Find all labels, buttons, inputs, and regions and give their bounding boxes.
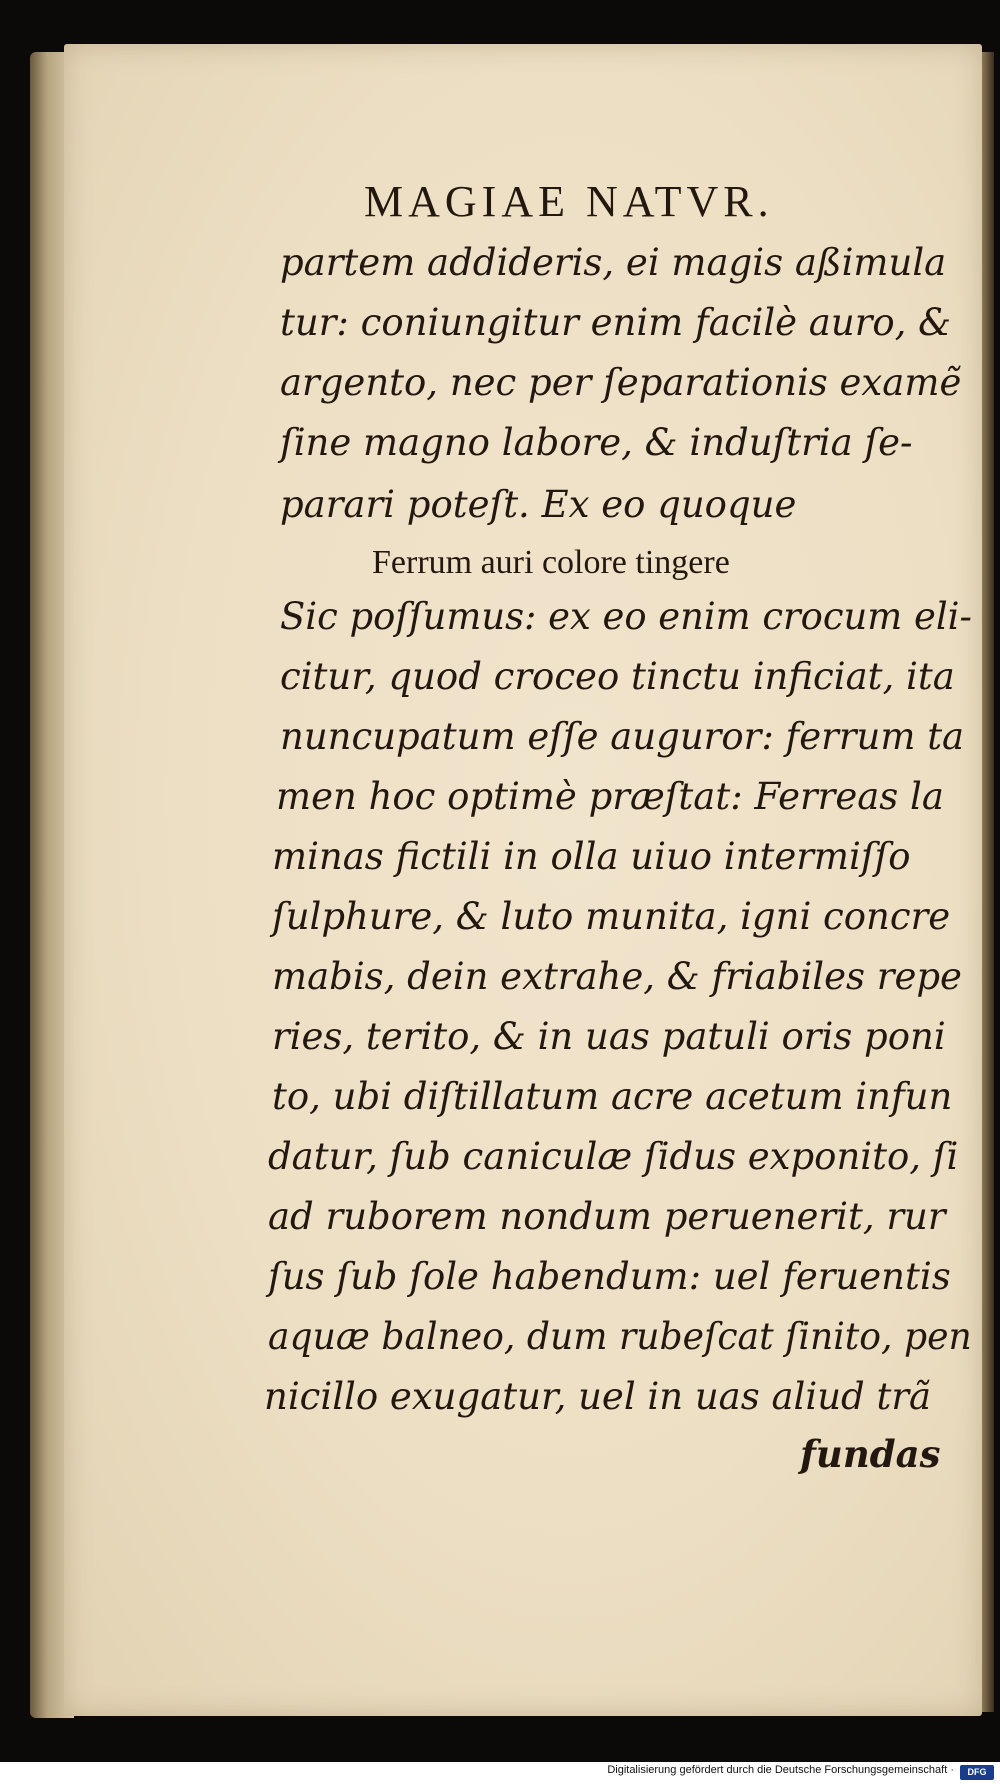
text-line-17: ad ruborem nondum peruenerit, rur <box>268 1195 946 1238</box>
text-line-11: minas fictili in olla uiuo intermiſſo <box>272 835 911 878</box>
text-line-10: men hoc optimè præſtat: Ferreas la <box>276 775 944 818</box>
book-page-edge-right <box>982 52 994 1712</box>
text-line-7: Sic poſſumus: ex eo enim crocum eli- <box>280 595 972 638</box>
text-line-14: ries, terito, & in uas patuli oris poni <box>272 1015 946 1058</box>
text-line-19: aquæ balneo, dum rubeſcat ſinito, pen <box>268 1315 972 1358</box>
funding-credit: Digitalisierung gefördert durch die Deutsche Forschungsgemeinschaft · <box>607 1764 954 1776</box>
dfg-logo: DFG <box>960 1765 994 1780</box>
text-line-3: argento, nec per ſeparationis examẽ <box>280 361 962 404</box>
catchword: fundas <box>800 1432 941 1476</box>
text-line-4: ſine magno labore, & induſtria ſe- <box>280 421 913 464</box>
text-line-5: parari poteſt. Ex eo quoque <box>280 483 797 526</box>
text-line-13: mabis, dein extrahe, & friabiles repe <box>272 955 962 998</box>
text-line-9: nuncupatum eſſe auguror: ferrum ta <box>280 715 965 758</box>
text-line-20: nicillo exugatur, uel in uas aliud trã <box>264 1375 932 1418</box>
text-line-18: ſus ſub ſole habendum: uel feruentis <box>268 1255 951 1298</box>
text-line-8: citur, quod croceo tinctu inficiat, ita <box>280 655 955 698</box>
text-line-1: partem addideris, ei magis aßimula <box>280 241 947 284</box>
running-head: MAGIAE NATVR. <box>364 177 774 226</box>
text-line-2: tur: coniungitur enim facilè auro, & <box>280 301 952 344</box>
text-line-16: datur, ſub caniculæ ſidus exponito, ſi <box>268 1135 959 1178</box>
text-line-12: ſulphure, & luto munita, igni concre <box>272 895 951 938</box>
section-heading: Ferrum auri colore tingere <box>372 544 730 581</box>
digitization-footer <box>0 1762 1000 1784</box>
text-line-15: to, ubi diſtillatum acre acetum infun <box>272 1075 953 1118</box>
